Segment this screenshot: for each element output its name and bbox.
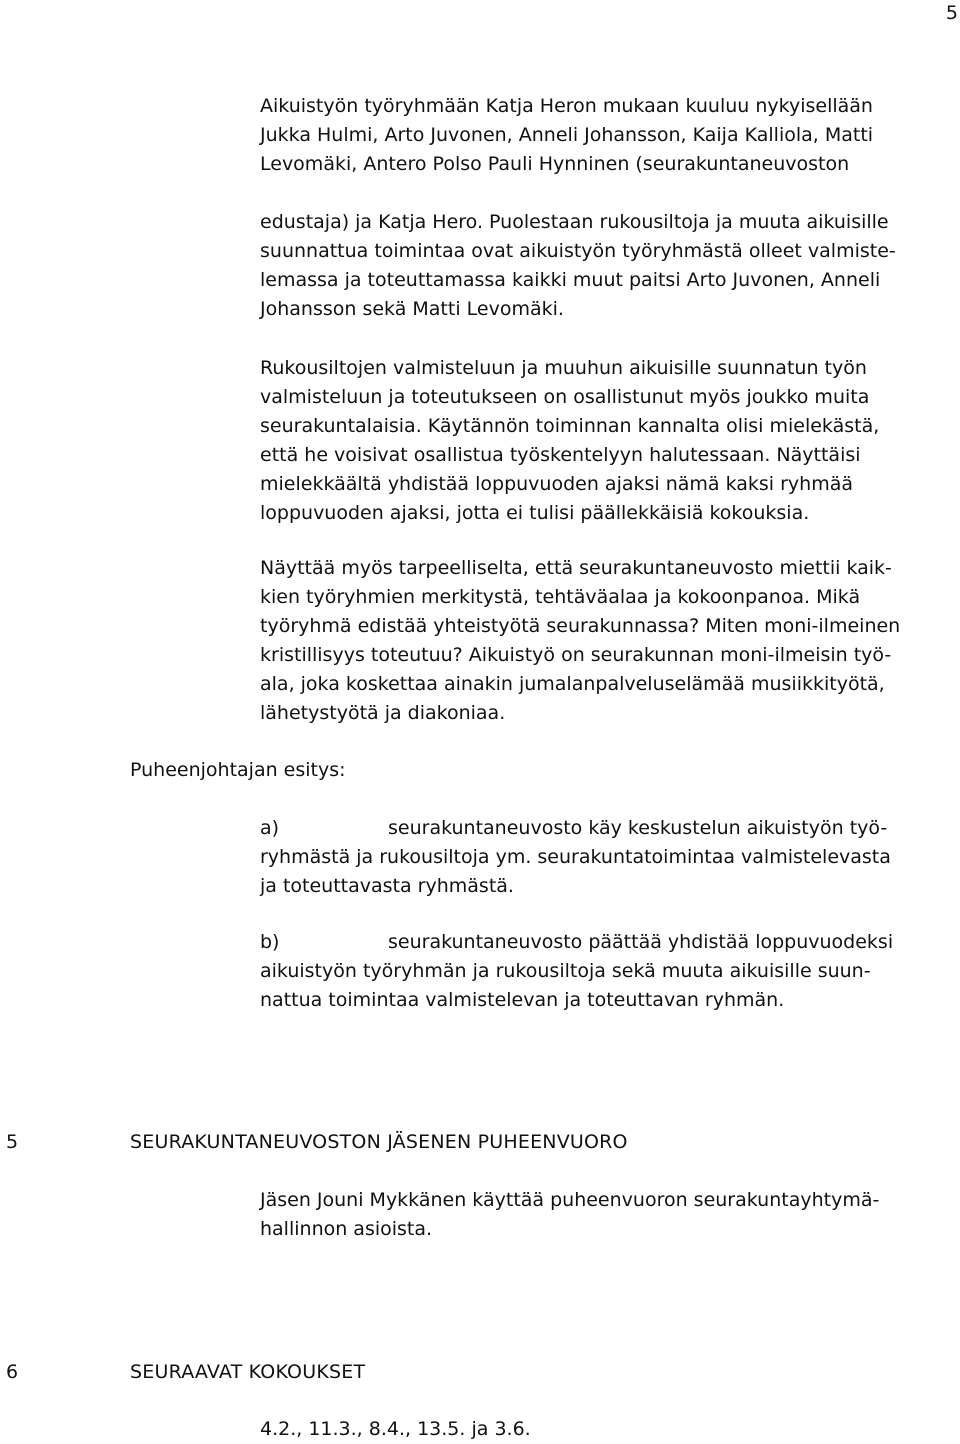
text-line: kristillisyys toteutuu? Aikuistyö on seurakunnan moni-ilmeisin työ- bbox=[260, 644, 892, 666]
text-line: suunnattua toimintaa ovat aikuistyön työryhmästä olleet valmiste- bbox=[260, 240, 896, 262]
text-line: lähetystyötä ja diakoniaa. bbox=[260, 702, 506, 724]
text-line: Levomäki, Antero Polso Pauli Hynninen (seurakuntaneuvoston bbox=[260, 153, 850, 175]
proposal-b-first-line bbox=[260, 928, 960, 957]
text-line: lemassa ja toteuttamassa kaikki muut paitsi Arto Juvonen, Anneli bbox=[260, 269, 881, 291]
text-line: ryhmästä ja rukousiltoja ym. seurakuntatoimintaa valmistelevasta bbox=[260, 846, 891, 868]
text-line: Rukousiltojen valmisteluun ja muuhun aikuisille suunnatun työn bbox=[260, 357, 867, 379]
text-line: hallinnon asioista. bbox=[260, 1218, 433, 1240]
text-line: Jukka Hulmi, Arto Juvonen, Anneli Johansson, Kaija Kalliola, Matti bbox=[260, 124, 874, 146]
text-line: loppuvuoden ajaksi, jotta ei tulisi päällekkäisiä kokouksia. bbox=[260, 502, 810, 524]
proposal-a-text: seurakuntaneuvosto käy keskustelun aikuistyön työ- bbox=[388, 817, 888, 839]
text-line: Johansson sekä Matti Levomäki. bbox=[260, 298, 564, 320]
meeting-dates: 4.2., 11.3., 8.4., 13.5. ja 3.6. bbox=[260, 1418, 531, 1440]
section-6-dates bbox=[260, 1415, 960, 1444]
text-line: seurakuntalaisia. Käytännön toiminnan kannalta olisi mielekästä, bbox=[260, 415, 880, 437]
section-5-number: 5 bbox=[6, 1131, 19, 1153]
section-6-number: 6 bbox=[6, 1361, 19, 1383]
proposal-b-label: b) bbox=[260, 931, 280, 953]
text-line: valmisteluun ja toteutukseen on osallistunut myös joukko muita bbox=[260, 386, 870, 408]
text-line: ja toteuttavasta ryhmästä. bbox=[260, 875, 514, 897]
intro-paragraph bbox=[260, 92, 960, 179]
text-line: Näyttää myös tarpeelliselta, että seurakuntaneuvosto miettii kaik- bbox=[260, 557, 892, 579]
section-5-title: SEURAKUNTANEUVOSTON JÄSENEN PUHEENVUORO bbox=[130, 1131, 628, 1153]
section-6-title: SEURAAVAT KOKOUKSET bbox=[130, 1361, 366, 1383]
section-5-body bbox=[260, 1186, 960, 1244]
chair-proposal-label: Puheenjohtajan esitys: bbox=[130, 759, 346, 781]
text-line: Aikuistyön työryhmään Katja Heron mukaan kuuluu nykyisellään bbox=[260, 95, 873, 117]
text-line: nattua toimintaa valmistelevan ja toteuttavan ryhmän. bbox=[260, 989, 785, 1011]
prayer-paragraph bbox=[260, 354, 960, 528]
text-line: kien työryhmien merkitystä, tehtäväalaa ja kokoonpanoa. Mikä bbox=[260, 586, 861, 608]
intro-paragraph-continued bbox=[260, 208, 960, 324]
page-number: 5 bbox=[945, 2, 958, 24]
proposal-a-first-line bbox=[260, 814, 960, 843]
text-line: mielekkäältä yhdistää loppuvuoden ajaksi nämä kaksi ryhmää bbox=[260, 473, 854, 495]
proposal-b-text: seurakuntaneuvosto päättää yhdistää loppuvuodeksi bbox=[388, 931, 894, 953]
text-line: että he voisivat osallistua työskentelyyn halutessaan. Näyttäisi bbox=[260, 444, 861, 466]
proposal-a bbox=[260, 814, 960, 901]
text-line: ala, joka koskettaa ainakin jumalanpalveluselämää musiikkityötä, bbox=[260, 673, 885, 695]
council-paragraph bbox=[260, 554, 960, 728]
proposal-b bbox=[260, 928, 960, 1015]
text-line: aikuistyön työryhmän ja rukousiltoja sekä muuta aikuisille suun- bbox=[260, 960, 871, 982]
text-line: Jäsen Jouni Mykkänen käyttää puheenvuoron seurakuntayhtymä- bbox=[260, 1189, 880, 1211]
text-line: edustaja) ja Katja Hero. Puolestaan rukousiltoja ja muuta aikuisille bbox=[260, 211, 889, 233]
text-line: työryhmä edistää yhteistyötä seurakunnassa? Miten moni-ilmeinen bbox=[260, 615, 901, 637]
proposal-a-label: a) bbox=[260, 817, 280, 839]
